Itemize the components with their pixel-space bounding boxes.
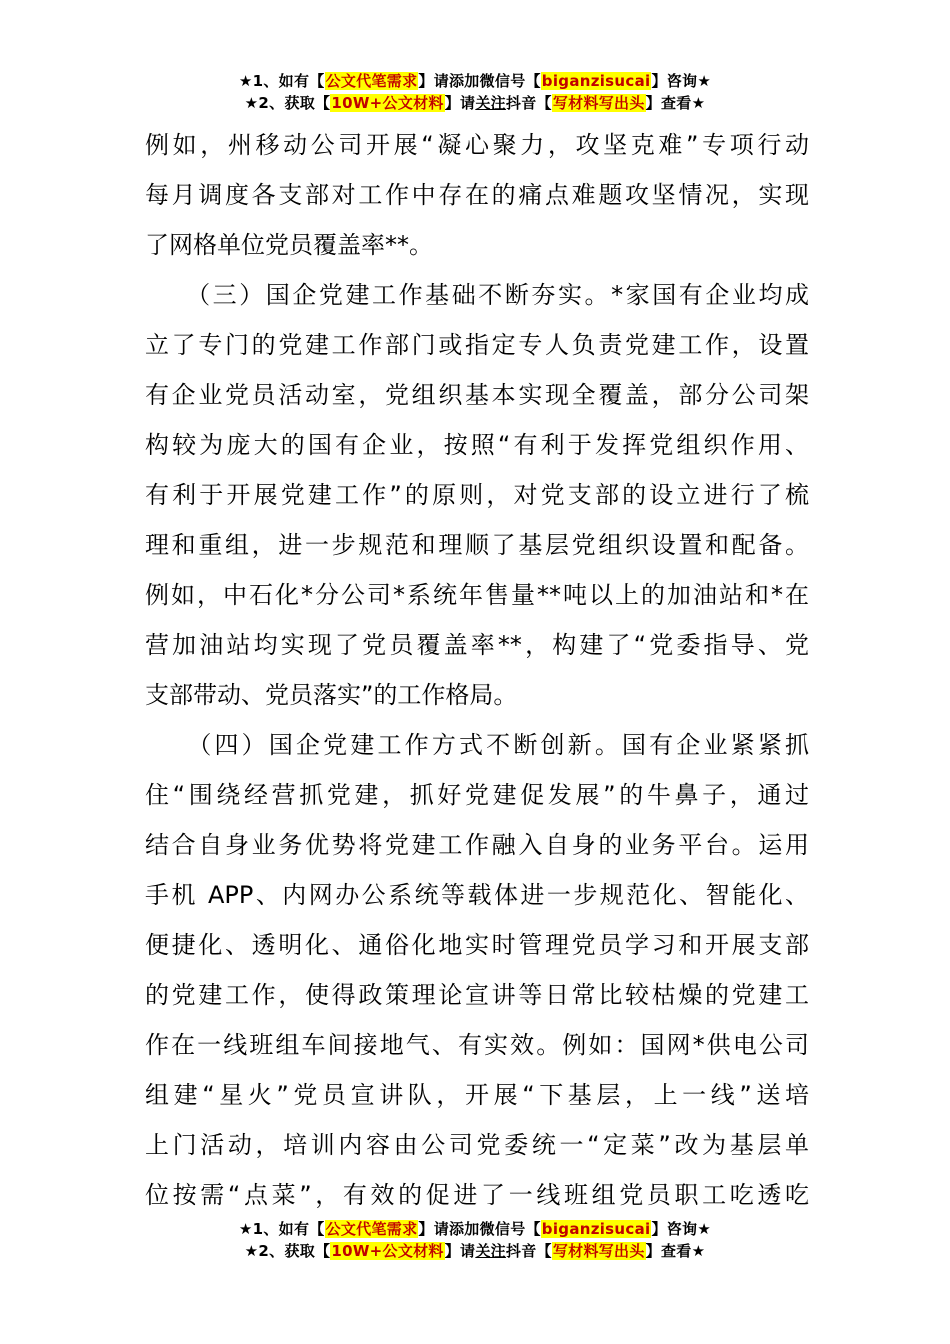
text-line: 作在一线班组车间接地气、有实效。例如：国网*供电公司 (145, 1031, 809, 1059)
highlight-materials: 10W+公文材料 (331, 1242, 444, 1260)
text-line: 例如，州移动公司开展“凝心聚力，攻坚克难”专项行动 (145, 131, 809, 159)
banner-text: 】咨询★ (651, 1220, 712, 1238)
text-line: 支部带动、党员落实”的工作格局。 (145, 681, 518, 709)
banner-line-1 (0, 70, 950, 92)
text-line: 每月调度各支部对工作中存在的痛点难题攻坚情况，实现 (145, 181, 809, 209)
text-line: 了网格单位党员覆盖率**。 (145, 231, 433, 259)
highlight-materials: 10W+公文材料 (331, 94, 444, 112)
highlight-wechat-id: biganzisucai (541, 72, 651, 90)
banner-text: ★2、获取【 (244, 94, 331, 112)
banner-line-2 (0, 1240, 950, 1262)
highlight-douyin: 写材料写出头 (552, 94, 645, 112)
text-line: 营加油站均实现了党员覆盖率**，构建了“党委指导、党 (145, 631, 809, 659)
highlight-service: 公文代笔需求 (325, 1220, 418, 1238)
banner-text: 】请 (444, 94, 476, 112)
text-line: 有利于开展党建工作”的原则，对党支部的设立进行了梳 (145, 481, 809, 509)
banner-follow: 关注 (475, 94, 506, 112)
banner-line-1 (0, 1218, 950, 1240)
banner-text: ★2、获取【 (244, 1242, 331, 1260)
banner-follow: 关注 (475, 1242, 506, 1260)
text-line: 有企业党员活动室，党组织基本实现全覆盖，部分公司架 (145, 381, 809, 409)
text-line: 手机 APP、内网办公系统等载体进一步规范化、智能化、 (145, 881, 809, 909)
banner-text: 】请 (444, 1242, 476, 1260)
text-line: 例如，中石化*分公司*系统年售量**吨以上的加油站和*在 (145, 581, 809, 609)
text-line: （四）国企党建工作方式不断创新。国有企业紧紧抓 (145, 731, 809, 759)
highlight-wechat-id: biganzisucai (541, 1220, 651, 1238)
text-line: 理和重组，进一步规范和理顺了基层党组织设置和配备。 (145, 531, 809, 559)
text-line: 住“围绕经营抓党建，抓好党建促发展”的牛鼻子，通过 (145, 781, 809, 809)
text-line: 结合自身业务优势将党建工作融入自身的业务平台。运用 (145, 831, 809, 859)
banner-text: 】查看★ (645, 1242, 706, 1260)
text-line: 的党建工作，使得政策理论宣讲等日常比较枯燥的党建工 (145, 981, 809, 1009)
header-banner (0, 70, 950, 114)
banner-text: 】查看★ (645, 94, 706, 112)
text-line: 位按需“点菜”，有效的促进了一线班组党员职工吃透吃 (145, 1181, 809, 1209)
banner-text: 】咨询★ (651, 72, 712, 90)
banner-text: 抖音【 (505, 94, 552, 112)
banner-text: ★1、如有【 (238, 1220, 325, 1238)
text-line: 组建“星火”党员宣讲队，开展“下基层，上一线”送培 (145, 1081, 809, 1109)
footer-banner (0, 1218, 950, 1262)
banner-text: 抖音【 (505, 1242, 552, 1260)
banner-line-2 (0, 92, 950, 114)
text-line: 构较为庞大的国有企业，按照“有利于发挥党组织作用、 (145, 431, 809, 459)
highlight-douyin: 写材料写出头 (552, 1242, 645, 1260)
text-line: 上门活动，培训内容由公司党委统一“定菜”改为基层单 (145, 1131, 809, 1159)
text-line: 便捷化、透明化、通俗化地实时管理党员学习和开展支部 (145, 931, 809, 959)
text-line: 立了专门的党建工作部门或指定专人负责党建工作，设置 (145, 331, 809, 359)
banner-text: 】请添加微信号【 (418, 72, 541, 90)
banner-text: ★1、如有【 (238, 72, 325, 90)
highlight-service: 公文代笔需求 (325, 72, 418, 90)
document-body (145, 120, 809, 1220)
banner-text: 】请添加微信号【 (418, 1220, 541, 1238)
text-line: （三）国企党建工作基础不断夯实。*家国有企业均成 (145, 281, 809, 309)
